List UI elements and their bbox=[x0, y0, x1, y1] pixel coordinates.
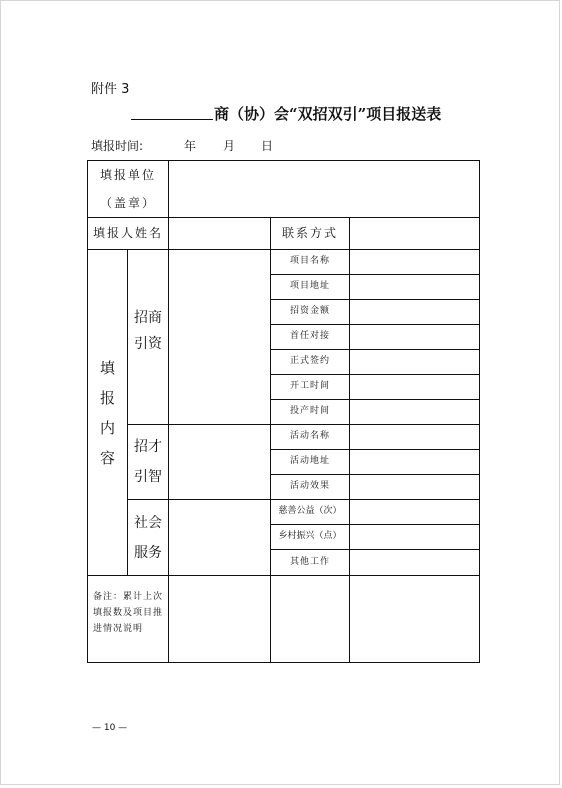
field-first-contact-label: 首任对接 bbox=[289, 331, 330, 342]
reporter-name-input[interactable] bbox=[169, 218, 270, 249]
contact-label: 联系方式 bbox=[281, 226, 338, 240]
field-other-work-label: 其他工作 bbox=[289, 556, 330, 567]
content-label bbox=[88, 250, 127, 575]
talent-notes-input[interactable] bbox=[169, 425, 270, 499]
content-label-char: 容 bbox=[99, 448, 115, 467]
annex-label: 附件 3 bbox=[91, 82, 130, 97]
fill-date-day: 日 bbox=[261, 139, 274, 153]
contact-input[interactable] bbox=[350, 218, 479, 249]
field-investment-amount-label: 招资金额 bbox=[289, 306, 330, 317]
field-project-name-label: 项目名称 bbox=[289, 256, 330, 267]
section-label-social: 社会 服务 bbox=[134, 514, 162, 561]
field-charity-label: 慈善公益（次） bbox=[278, 506, 342, 517]
field-activity-name-input[interactable] bbox=[350, 425, 479, 449]
field-production-time-input[interactable] bbox=[350, 400, 479, 424]
field-activity-address-input[interactable] bbox=[350, 450, 479, 474]
unit-input[interactable] bbox=[169, 161, 479, 217]
note-label: 备注：累计上次填报数及项目推进情况说明 bbox=[93, 592, 164, 634]
form-title: 商（协）会“双招双引”项目报送表 bbox=[214, 105, 442, 123]
field-start-time-label: 开工时间 bbox=[289, 381, 330, 392]
page-number: — 10 — bbox=[92, 723, 128, 733]
section-label-investment: 招商 引资 bbox=[134, 310, 162, 352]
field-rural-revitalization-input[interactable] bbox=[350, 525, 479, 549]
field-formal-signing-input[interactable] bbox=[350, 350, 479, 374]
field-activity-effect-input[interactable] bbox=[350, 475, 479, 499]
note-input-3[interactable] bbox=[350, 576, 479, 662]
fill-date-year: 年 bbox=[184, 139, 197, 153]
note-input-1[interactable] bbox=[169, 576, 270, 662]
unit-seal-label: （盖章） bbox=[99, 195, 156, 210]
field-investment-amount-input[interactable] bbox=[350, 300, 479, 324]
content-label-char: 内 bbox=[99, 418, 115, 437]
field-project-name-input[interactable] bbox=[350, 250, 479, 274]
unit-label: 填报单位 bbox=[99, 167, 156, 182]
field-activity-name-label: 活动名称 bbox=[289, 431, 330, 442]
field-project-address-label: 项目地址 bbox=[289, 281, 330, 292]
field-project-address-input[interactable] bbox=[350, 275, 479, 299]
field-other-work-input[interactable] bbox=[350, 550, 479, 575]
field-first-contact-input[interactable] bbox=[350, 325, 479, 349]
field-rural-revitalization-label: 乡村振兴（点） bbox=[278, 531, 342, 542]
fill-date-month: 月 bbox=[223, 139, 236, 153]
field-activity-effect-label: 活动效果 bbox=[289, 481, 330, 492]
field-production-time-label: 投产时间 bbox=[289, 406, 330, 417]
social-notes-input[interactable] bbox=[169, 500, 270, 575]
field-start-time-input[interactable] bbox=[350, 375, 479, 399]
field-formal-signing-label: 正式签约 bbox=[289, 356, 330, 367]
section-label-talent: 招才 引智 bbox=[134, 439, 162, 485]
content-label-char: 填 bbox=[99, 358, 115, 377]
field-activity-address-label: 活动地址 bbox=[289, 456, 330, 467]
reporter-name-label: 填报人姓名 bbox=[92, 226, 163, 240]
field-charity-input[interactable] bbox=[350, 500, 479, 524]
note-input-2[interactable] bbox=[271, 576, 349, 662]
investment-notes-input[interactable] bbox=[169, 250, 270, 424]
content-label-char: 报 bbox=[99, 388, 115, 407]
fill-date-label: 填报时间: bbox=[91, 139, 144, 153]
